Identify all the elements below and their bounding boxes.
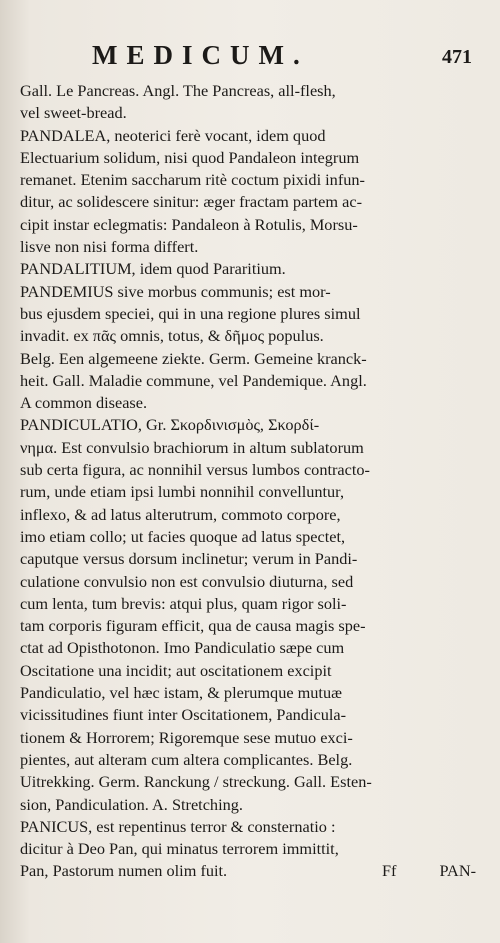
- signature-mark: Ff: [382, 861, 397, 881]
- text-line: A common disease.: [20, 393, 148, 413]
- text-line: ditur, ac solidescere sinitur: æger fractam partem ac-: [20, 192, 363, 212]
- footer-line: [20, 860, 476, 882]
- text-line: remanet. Etenim saccharum ritè coctum pixidi infun-: [20, 170, 365, 190]
- text-line: tam corporis figuram efficit, qua de causa magis spe-: [20, 616, 366, 636]
- catchword: PAN-: [439, 861, 476, 881]
- text-line: Gall. Le Pancreas. Angl. The Pancreas, all-flesh,: [20, 81, 336, 100]
- text-line: inflexo, & ad latus alterutrum, commoto corpore,: [20, 504, 341, 524]
- text-line: ctat ad Opisthotonon. Imo Pandiculatio sæpe cum: [20, 638, 345, 658]
- text-line: sub certa figura, ac nonnihil versus lumbos contracto-: [20, 460, 370, 480]
- text-line: bus ejusdem speciei, qui in una regione plures simul: [20, 303, 361, 323]
- text-line: PANDALITIUM, idem quod Pararitium.: [20, 259, 286, 279]
- page-header: [92, 40, 472, 74]
- text-line: culatione convulsio non est convulsio diuturna, sed: [20, 571, 354, 591]
- text-line: PANDICULATIO, Gr. Σκορδινισμὸς, Σκορδί-: [20, 415, 320, 435]
- text-line: invadit. ex πᾶς omnis, totus, & δῆμος populus.: [20, 326, 324, 346]
- running-title: MEDICUM.: [92, 40, 309, 70]
- text-line: imo etiam collo; ut facies quoque ad latus spectet,: [20, 526, 346, 546]
- text-line: Uitrekking. Germ. Ranckung / streckung. Gall. Esten-: [20, 772, 372, 792]
- page-number: 471: [442, 46, 472, 68]
- text-line: Belg. Een algemeene ziekte. Germ. Gemeine kranck-: [20, 348, 367, 368]
- text-line: cipit instar eclegmatis: Pandaleon à Rotulis, Morsu-: [20, 214, 358, 234]
- text-line: caputque versus dorsum inclinetur; verum in Pandi-: [20, 549, 358, 569]
- text-line: pientes, aut alteram cum altera complicantes. Belg.: [20, 749, 353, 769]
- text-line: PANDALEA, neoterici ferè vocant, idem quod: [20, 125, 326, 145]
- text-line: PANDEMIUS sive morbus communis; est mor-: [20, 281, 331, 301]
- text-line: cum lenta, tum brevis: atqui plus, quam rigor soli-: [20, 593, 347, 613]
- text-line: νημα. Est convulsio brachiorum in altum sublatorum: [20, 437, 364, 457]
- text-line: Electuarium solidum, nisi quod Pandaleon integrum: [20, 147, 360, 167]
- text-line: Pandiculatio, vel hæc istam, & plerumque mutuæ: [20, 683, 342, 703]
- text-line: vicissitudines fiunt inter Oscitationem, Pandicula-: [20, 705, 347, 725]
- text-line: tionem & Horrorem; Rigoremque sese mutuo exci-: [20, 727, 353, 747]
- text-line: PANICUS, est repentinus terror & consternatio :: [20, 816, 336, 836]
- text-line: Oscitatione una incidit; aut oscitationem excipit: [20, 660, 332, 680]
- text-line: dicitur à Deo Pan, qui minatus terrorem immittit,: [20, 839, 339, 859]
- last-text-line: Pan, Pastorum numen olim fuit.: [20, 861, 228, 881]
- text-line: rum, unde etiam ipsi lumbi nonnihil convelluntur,: [20, 482, 345, 502]
- text-line: lisve non nisi forma differt.: [20, 237, 199, 257]
- body-text: [20, 80, 476, 883]
- text-line: heit. Gall. Maladie commune, vel Pandemique. Angl.: [20, 370, 367, 390]
- text-line: sion, Pandiculation. A. Stretching.: [20, 794, 243, 814]
- text-line: vel sweet-bread.: [20, 103, 127, 123]
